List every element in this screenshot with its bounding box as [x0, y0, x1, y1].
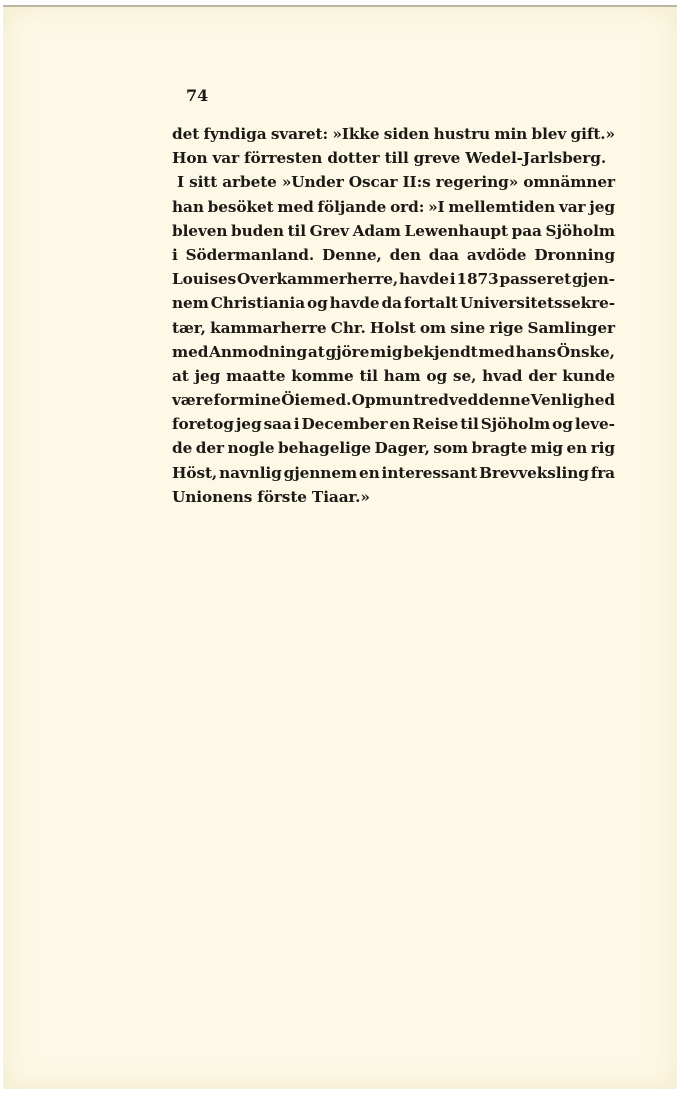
word: Adam [352, 221, 401, 240]
word: Christiania [210, 294, 306, 313]
word: följande [317, 197, 387, 216]
page-number: 74 [186, 86, 209, 105]
word: Denne, [322, 245, 382, 264]
word: »Ikke [332, 125, 380, 143]
word: at [172, 366, 189, 385]
word: om [419, 318, 447, 337]
word: arbete [222, 173, 277, 192]
word: Öiemed. [281, 391, 352, 410]
word: 1873 [456, 270, 499, 289]
word: daa [428, 245, 459, 264]
word: paa [511, 221, 542, 240]
word: var [558, 197, 586, 216]
word: Brevveksling [479, 463, 589, 482]
text-line [172, 364, 615, 388]
word: hustru [433, 125, 491, 143]
text-line [172, 461, 615, 485]
word: kammarherre [210, 318, 327, 337]
word: Hon [172, 149, 208, 168]
word: regering» [435, 173, 519, 192]
word: i [449, 270, 456, 289]
word: ham [383, 366, 421, 385]
word: fyndiga [203, 125, 267, 143]
word: blev [531, 125, 567, 143]
word: mellemtiden [448, 197, 556, 216]
word: Unionens [172, 487, 253, 506]
word: Grev [309, 221, 349, 240]
word: til [359, 366, 378, 385]
word: Reise [412, 415, 459, 434]
word: Oscar [348, 173, 398, 192]
word: sitt [189, 173, 218, 192]
word: være [172, 391, 214, 410]
word: min [494, 125, 528, 143]
text-line [172, 243, 615, 267]
word: med [478, 342, 515, 361]
word: I [177, 173, 185, 192]
word: tær, [172, 318, 206, 337]
word: mig [530, 439, 564, 458]
word: det [172, 125, 200, 143]
word: rige [489, 318, 524, 337]
word: gift.» [570, 125, 615, 143]
word: gjöre [325, 342, 370, 361]
word: Dronning [534, 245, 615, 264]
word: jeg [235, 415, 262, 434]
word: at [307, 342, 325, 361]
word: Önske, [556, 342, 615, 361]
word: Holst [369, 318, 416, 337]
word: foretog [172, 415, 234, 434]
word: med [277, 197, 314, 216]
word: buden [231, 221, 284, 240]
word: Anmodning [209, 342, 308, 361]
word: avdöde [466, 245, 527, 264]
body-text [172, 122, 615, 509]
word: navnlig [219, 463, 282, 482]
word: denne [478, 391, 531, 410]
book-page [3, 5, 677, 1089]
word: kunde [562, 366, 615, 385]
word: til [460, 415, 479, 434]
text-line [172, 267, 615, 291]
word: maatte [226, 366, 286, 385]
word: Wedel-Jarlsberg. [465, 149, 607, 168]
text-line [172, 316, 615, 340]
word: i [293, 415, 300, 434]
word: komme [291, 366, 354, 385]
word: nem [172, 294, 209, 313]
page-top-edge [3, 5, 677, 7]
word: besöket [207, 197, 274, 216]
word: ord: [390, 197, 425, 216]
word: en [566, 439, 588, 458]
word: gjen- [572, 270, 615, 289]
text-line [172, 388, 615, 412]
word: »Under [281, 173, 344, 192]
word: till [384, 149, 409, 168]
text-line [172, 170, 615, 194]
word: jeg [589, 197, 615, 216]
word: mine [238, 391, 281, 410]
word: hvad [482, 366, 523, 385]
text-line [172, 219, 615, 243]
word: bragte [471, 439, 528, 458]
word: Opmuntred [351, 391, 449, 410]
word: havde [399, 270, 449, 289]
word: den [389, 245, 421, 264]
word: Samlinger [527, 318, 615, 337]
word: havde [329, 294, 380, 313]
text-line [172, 340, 615, 364]
word: saa [263, 415, 292, 434]
text-line [172, 412, 615, 436]
text-line [172, 122, 615, 146]
word: behagelige [278, 439, 371, 458]
word: nogle [227, 439, 275, 458]
word: omnämner [523, 173, 615, 192]
word: interessant [381, 463, 478, 482]
word: jeg [194, 366, 221, 385]
word: Universitetssekre- [459, 294, 615, 313]
word: gjennem [283, 463, 358, 482]
word: Lewenhaupt [404, 221, 508, 240]
word: en [358, 463, 380, 482]
word: som [433, 439, 469, 458]
word: og [552, 415, 573, 434]
word: da [381, 294, 402, 313]
word: for [213, 391, 239, 410]
word: Venlighed [530, 391, 615, 410]
word: greve [413, 149, 461, 168]
word: dotter [327, 149, 380, 168]
word: fra [590, 463, 615, 482]
word: passeret [499, 270, 572, 289]
word: der [195, 439, 224, 458]
word: de [172, 439, 193, 458]
word: Louises [172, 270, 237, 289]
word: siden [383, 125, 430, 143]
word: i [172, 245, 178, 264]
word: rig [590, 439, 615, 458]
word: hans [515, 342, 556, 361]
text-line [172, 436, 615, 460]
word: Sjöholm [545, 221, 615, 240]
word: med [172, 342, 209, 361]
word: og [426, 366, 448, 385]
word: II:s [402, 173, 431, 192]
word: förste [257, 487, 307, 506]
text-line [172, 146, 615, 170]
word: Tiaar.» [311, 487, 370, 506]
word: ved [449, 391, 479, 410]
text-line [172, 291, 615, 315]
word: Höst, [172, 463, 218, 482]
word: Södermanland. [185, 245, 315, 264]
word: bekjendt [403, 342, 478, 361]
word: fortalt [403, 294, 458, 313]
word: leve- [574, 415, 615, 434]
word: og [307, 294, 328, 313]
word: Sjöholm [480, 415, 551, 434]
word: svaret: [270, 125, 329, 143]
text-line [172, 195, 615, 219]
word: en [389, 415, 411, 434]
word: »I [428, 197, 445, 216]
word: Dager, [374, 439, 430, 458]
word: se, [452, 366, 477, 385]
word: sine [450, 318, 486, 337]
word: mig [370, 342, 403, 361]
text-line [172, 485, 615, 509]
word: der [528, 366, 557, 385]
word: til [287, 221, 306, 240]
word: Chr. [330, 318, 366, 337]
word: December [301, 415, 388, 434]
word: Overkammerherre, [237, 270, 399, 289]
word: bleven [172, 221, 228, 240]
word: han [172, 197, 204, 216]
word: var [212, 149, 240, 168]
word: förresten [244, 149, 323, 168]
